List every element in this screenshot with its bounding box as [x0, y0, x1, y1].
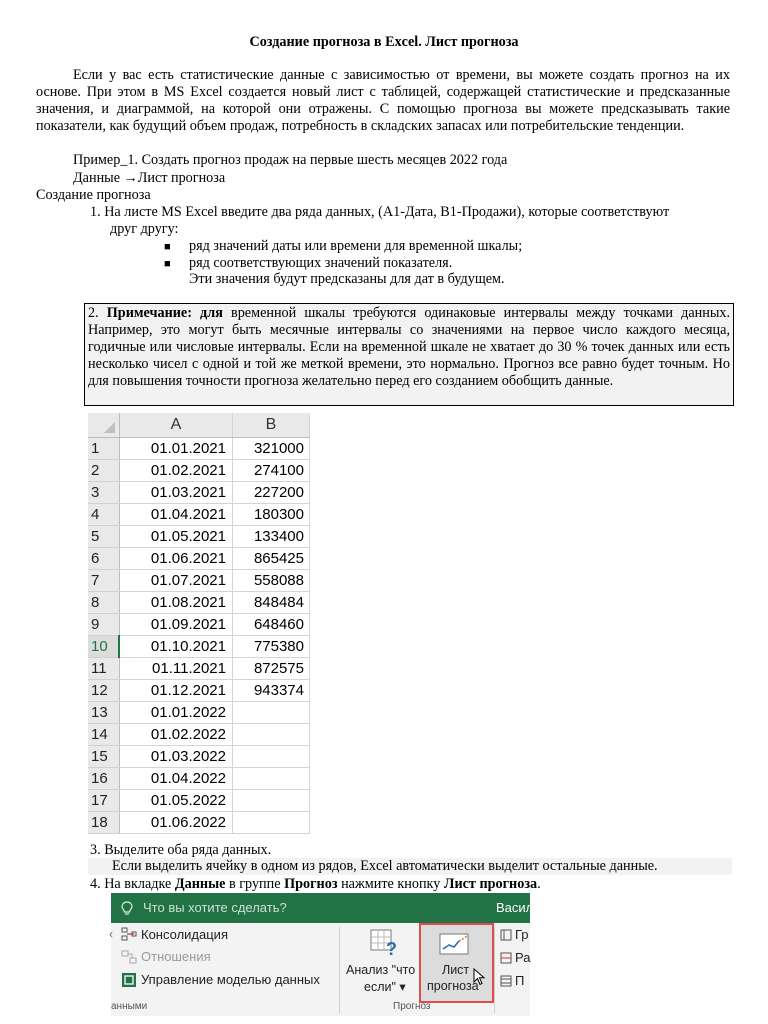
- cell-sales[interactable]: [232, 790, 309, 812]
- row-header[interactable]: 1: [88, 438, 119, 460]
- row-header[interactable]: 16: [88, 768, 119, 790]
- step-4-group-name: Прогноз: [284, 876, 338, 892]
- row-header[interactable]: 13: [88, 702, 119, 724]
- note-number: 2.: [88, 305, 99, 321]
- note-body: временной шкалы требуются одинаковые интервалы между точками данных. Например, это могут быть месячные интервалы со значениями на первое число каждого месяца, годичные или числовые интервалы. Если на временной шкале не хватает до 30 % точек данных или есть несколько чисел с одной и той же меткой времени, это нормально. Прогноз все равно будет точным. Но для повышения точности прогноза желательно перед его созданием обобщить данные.: [88, 305, 731, 389]
- table-row[interactable]: [88, 724, 310, 746]
- ribbon-title-bar: [111, 893, 534, 923]
- table-row[interactable]: [88, 504, 310, 526]
- row-header[interactable]: 18: [88, 812, 119, 834]
- column-header-a[interactable]: A: [119, 413, 232, 438]
- table-row[interactable]: [88, 526, 310, 548]
- relationships-button[interactable]: Отношения: [141, 949, 211, 964]
- menu-path: Данные →Лист прогноза: [73, 170, 226, 186]
- cell-sales[interactable]: 558088: [232, 570, 309, 592]
- cell-date[interactable]: 01.02.2021: [119, 460, 232, 482]
- row-header[interactable]: 9: [88, 614, 119, 636]
- row-header[interactable]: 15: [88, 746, 119, 768]
- table-row[interactable]: [88, 614, 310, 636]
- bullet-item-1: ряд значений даты или времени для временной шкалы;: [189, 238, 523, 254]
- cell-sales[interactable]: 180300: [232, 504, 309, 526]
- group-label-forecast: Прогноз: [393, 1001, 431, 1012]
- table-row[interactable]: [88, 680, 310, 702]
- what-if-label-1[interactable]: Анализ "что: [346, 963, 416, 977]
- subtotal-button[interactable]: П: [515, 973, 525, 988]
- step-4: [90, 876, 541, 893]
- cell-date[interactable]: 01.05.2021: [119, 526, 232, 548]
- table-row[interactable]: [88, 746, 310, 768]
- bullet-icon: ■: [164, 258, 171, 270]
- table-row[interactable]: [88, 812, 310, 834]
- cell-date[interactable]: 01.03.2022: [119, 746, 232, 768]
- example-line: Пример_1. Создать прогноз продаж на первые шесть месяцев 2022 года: [73, 152, 508, 168]
- forecast-chart-icon: [439, 931, 471, 957]
- bullet-icon: ■: [164, 241, 171, 253]
- forecast-sheet-label-1: Лист: [442, 963, 470, 977]
- cell-date[interactable]: 01.03.2021: [119, 482, 232, 504]
- step-4-text: нажмите кнопку: [337, 876, 444, 892]
- ungroup-icon: [500, 952, 512, 964]
- cell-sales[interactable]: [232, 812, 309, 834]
- note-label: Примечание: для: [106, 305, 223, 321]
- what-if-icon: [370, 929, 400, 957]
- step-4-text: 4. На вкладке: [90, 876, 175, 892]
- cell-date[interactable]: 01.12.2021: [119, 680, 232, 702]
- group-icon: [500, 929, 512, 941]
- cell-sales[interactable]: 865425: [232, 548, 309, 570]
- cell-sales[interactable]: 227200: [232, 482, 309, 504]
- data-model-icon: [121, 972, 137, 988]
- document-title: Создание прогноза в Excel. Лист прогноза: [249, 34, 519, 50]
- cell-sales[interactable]: 943374: [232, 680, 309, 702]
- cell-sales[interactable]: [232, 702, 309, 724]
- manage-data-model-button[interactable]: Управление моделью данных: [141, 972, 320, 987]
- scroll-indicator-icon: ‹: [109, 927, 113, 941]
- cell-date[interactable]: 01.10.2021: [119, 636, 232, 658]
- sheet-grid[interactable]: [88, 413, 310, 834]
- svg-text:?: ?: [386, 939, 397, 959]
- cell-date[interactable]: 01.02.2022: [119, 724, 232, 746]
- lightbulb-icon: [121, 901, 133, 917]
- sheet-body: [88, 438, 310, 834]
- what-if-label-2[interactable]: если" ▾: [364, 980, 406, 994]
- cell-date[interactable]: 01.06.2021: [119, 548, 232, 570]
- step-4-tab-name: Данные: [174, 876, 226, 892]
- select-all-corner[interactable]: [88, 413, 119, 438]
- cell-sales[interactable]: 321000: [232, 438, 309, 460]
- cell-sales[interactable]: 848484: [232, 592, 309, 614]
- step-4-text: в группе: [225, 876, 285, 892]
- row-header[interactable]: 5: [88, 526, 119, 548]
- group-separator: [339, 927, 340, 1013]
- relationships-icon: [121, 950, 137, 964]
- table-row[interactable]: [88, 768, 310, 790]
- table-row[interactable]: [88, 592, 310, 614]
- column-header-row: [88, 413, 310, 438]
- user-name[interactable]: Васил: [496, 900, 534, 915]
- cell-sales[interactable]: 274100: [232, 460, 309, 482]
- table-row[interactable]: [88, 702, 310, 724]
- consolidate-icon: [121, 927, 137, 942]
- group-label-data-tools: анными: [111, 1001, 148, 1012]
- section-heading: Создание прогноза: [36, 187, 151, 203]
- consolidation-button[interactable]: Консолидация: [141, 927, 228, 942]
- cell-date[interactable]: 01.08.2021: [119, 592, 232, 614]
- row-header[interactable]: 8: [88, 592, 119, 614]
- row-header[interactable]: 14: [88, 724, 119, 746]
- step-1: 1. На листе MS Excel введите два ряда данных, (А1-Дата, В1-Продажи), которые соответствуют: [90, 204, 670, 220]
- row-header[interactable]: 6: [88, 548, 119, 570]
- cell-sales[interactable]: [232, 768, 309, 790]
- row-header[interactable]: 3: [88, 482, 119, 504]
- table-row[interactable]: [88, 438, 310, 460]
- cell-date[interactable]: 01.09.2021: [119, 614, 232, 636]
- cell-sales[interactable]: 775380: [232, 636, 309, 658]
- excel-ribbon: [109, 893, 534, 1016]
- cell-date[interactable]: 01.01.2021: [119, 438, 232, 460]
- row-header[interactable]: 2: [88, 460, 119, 482]
- row-header[interactable]: 12: [88, 680, 119, 702]
- cell-date[interactable]: 01.07.2021: [119, 570, 232, 592]
- table-row[interactable]: [88, 790, 310, 812]
- row-header[interactable]: 7: [88, 570, 119, 592]
- note-text: [88, 305, 730, 390]
- cell-date[interactable]: 01.06.2022: [119, 812, 232, 834]
- forecast-sheet-label-2: прогноза: [427, 979, 479, 993]
- row-header[interactable]: 4: [88, 504, 119, 526]
- tell-me-input[interactable]: Что вы хотите сделать?: [143, 900, 287, 915]
- cell-date[interactable]: 01.05.2022: [119, 790, 232, 812]
- spreadsheet[interactable]: [88, 413, 310, 843]
- subtotal-icon: [500, 975, 512, 987]
- table-row[interactable]: [88, 482, 310, 504]
- step-4-text: .: [537, 876, 541, 892]
- column-header-b[interactable]: B: [232, 413, 309, 438]
- group-separator: [494, 927, 495, 1013]
- step-4-button-name: Лист прогноза: [443, 876, 538, 892]
- mouse-cursor-icon: [473, 968, 487, 986]
- table-row[interactable]: [88, 460, 310, 482]
- bullet-item-2: ряд соответствующих значений показателя.: [189, 255, 453, 271]
- cell-date[interactable]: 01.01.2022: [119, 702, 232, 724]
- row-header[interactable]: 17: [88, 790, 119, 812]
- table-row[interactable]: [88, 548, 310, 570]
- cell-sales[interactable]: 648460: [232, 614, 309, 636]
- row-header[interactable]: 10: [88, 636, 119, 658]
- step-3: 3. Выделите оба ряда данных.: [90, 842, 272, 858]
- table-row[interactable]: [88, 636, 310, 658]
- ribbon-body: [111, 923, 530, 1016]
- table-row[interactable]: [88, 658, 310, 680]
- group-button[interactable]: Гр: [515, 927, 529, 942]
- row-header[interactable]: 11: [88, 658, 119, 680]
- cell-sales[interactable]: 133400: [232, 526, 309, 548]
- cell-sales[interactable]: [232, 746, 309, 768]
- bullet-item-2-cont: Эти значения будут предсказаны для дат в будущем.: [189, 271, 505, 287]
- cell-date[interactable]: 01.11.2021: [119, 658, 232, 680]
- cell-sales[interactable]: [232, 724, 309, 746]
- step-3-cont: Если выделить ячейку в одном из рядов, Excel автоматически выделит остальные данные.: [88, 858, 732, 875]
- cell-date[interactable]: 01.04.2021: [119, 504, 232, 526]
- ungroup-button[interactable]: Ра: [515, 950, 531, 965]
- table-row[interactable]: [88, 570, 310, 592]
- step-1-cont: друг другу:: [110, 221, 179, 237]
- cell-sales[interactable]: 872575: [232, 658, 309, 680]
- intro-paragraph: Если у вас есть статистические данные с зависимостью от времени, вы можете создать прогноз на их основе. При этом в MS Excel создается новый лист с таблицей, содержащей статистические и предсказанные значения, и диаграммой, на которой они отражены. С помощью прогноза вы можете предсказывать такие показатели, как будущий объем продаж, потребность в складских запасах или потребительские тенденции.: [36, 67, 730, 134]
- cell-date[interactable]: 01.04.2022: [119, 768, 232, 790]
